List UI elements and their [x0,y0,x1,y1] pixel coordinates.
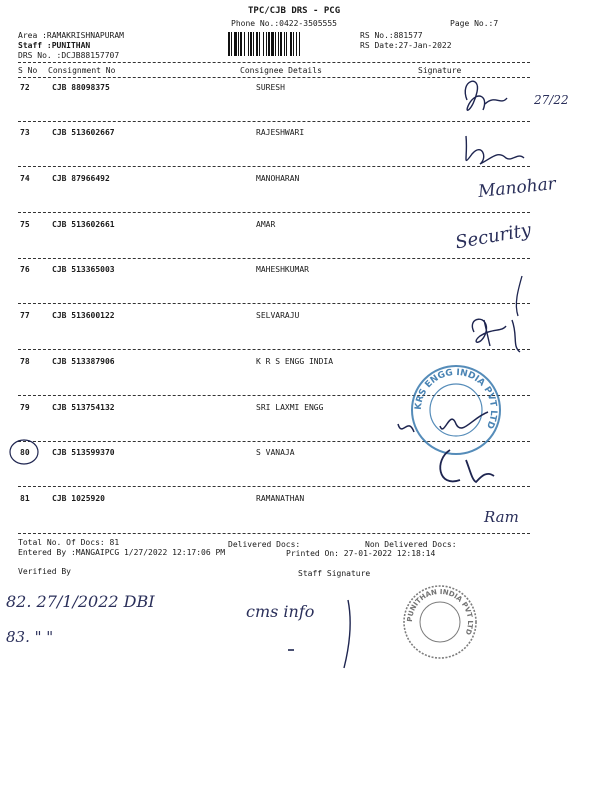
row-consignee: K R S ENGG INDIA [256,357,334,366]
col-header-consignee: Consignee Details [240,66,322,75]
row-consignee: SELVARAJU [256,311,300,320]
row-consignee: SURESH [256,83,285,92]
table-bottom-divider [18,533,530,534]
signature-81: Ram [484,508,519,526]
row-consignment: CJB 513602667 [52,128,115,137]
signature-75: Security [453,219,533,254]
row-consignment: CJB 1025920 [52,494,105,503]
row-sno: 72 [20,83,30,92]
row-divider [18,258,530,259]
staff-label: Staff :PUNITHAN [18,41,91,50]
row-consignee: MANOHARAN [256,174,300,183]
staff-signature-mark [336,596,366,676]
row-consignment: CJB 87966492 [52,174,110,183]
row-divider [18,212,530,213]
row-consignee: RAMANATHAN [256,494,305,503]
row-consignee: AMAR [256,220,276,229]
phone-number: Phone No.:0422-3505555 [231,19,337,28]
row-consignee: RAJESHWARI [256,128,305,137]
row-sno: 79 [20,403,30,412]
row-80-circle-mark [6,438,46,468]
row-consignee: MAHESHKUMAR [256,265,309,274]
rs-date: RS Date:27-Jan-2022 [360,41,452,50]
row-consignment: CJB 88098375 [52,83,110,92]
delivered-docs: Delivered Docs: [228,540,301,549]
signature-row-77 [462,306,542,356]
row-consignment: CJB 513600122 [52,311,115,320]
staff-stamp [400,582,480,662]
row-consignee: SRI LAXMI ENGG [256,403,324,412]
verified-by: Verified By [18,567,71,576]
area-label: Area :RAMAKRISHNAPURAM [18,31,124,40]
row-sno: 81 [20,494,30,503]
row-consignment: CJB 513599370 [52,448,115,457]
row-sno: 80 [20,448,30,457]
printed-on: Printed On: 27-01-2022 12:18:14 [286,549,436,558]
row-consignment: CJB 513365003 [52,265,115,274]
signature-74: Manohar [477,173,557,203]
signature-row-72 [455,70,545,130]
staff-signature-label: Staff Signature [298,569,371,578]
barcode [228,32,352,56]
stamp-text: KRS ENGG INDIA PVT LTD [413,367,499,431]
row-sno: 78 [20,357,30,366]
total-docs: Total No. Of Docs: 81 [18,538,120,547]
row-divider [18,121,530,122]
page-number: Page No.:7 [450,19,499,28]
handwritten-note-82-extra: cms info [246,602,315,621]
drs-number: DRS No. :DCJB88157707 [18,51,120,60]
signature-row-73 [458,128,538,174]
row-sno: 75 [20,220,30,229]
signature-row-79 [392,398,502,446]
col-header-sno: S No [18,66,38,75]
signature-row-80 [430,440,510,500]
row-sno: 74 [20,174,30,183]
col-header-signature: Signature [418,66,462,75]
stamp-text-2: PUNITHAN INDIA PVT LTD [405,587,475,636]
row-sno: 73 [20,128,30,137]
signature-72-date: 27/22 [534,93,569,107]
non-delivered-docs: Non Delivered Docs: [365,540,457,549]
handwritten-note-82: 82. 27/1/2022 DBI [6,592,155,611]
svg-text:PUNITHAN INDIA PVT LTD [406,588,474,636]
row-divider [18,303,530,304]
row-consignment: CJB 513754132 [52,403,115,412]
handwritten-note-83: 83. " " [6,628,54,646]
row-consignment: CJB 513602661 [52,220,115,229]
document-title: TPC/CJB DRS - PCG [248,6,341,16]
row-consignee: S VANAJA [256,448,295,457]
row-consignment: CJB 513387906 [52,357,115,366]
entered-by: Entered By :MANGAIPCG 1/27/2022 12:17:06 PM [18,548,226,557]
rs-number: RS No.:881577 [360,31,423,40]
row-sno: 77 [20,311,30,320]
row-divider [18,166,530,167]
column-header-divider [18,77,530,78]
col-header-consignment: Consignment No [48,66,116,75]
header-divider [18,62,530,63]
row-divider [18,349,530,350]
row-sno: 76 [20,265,30,274]
